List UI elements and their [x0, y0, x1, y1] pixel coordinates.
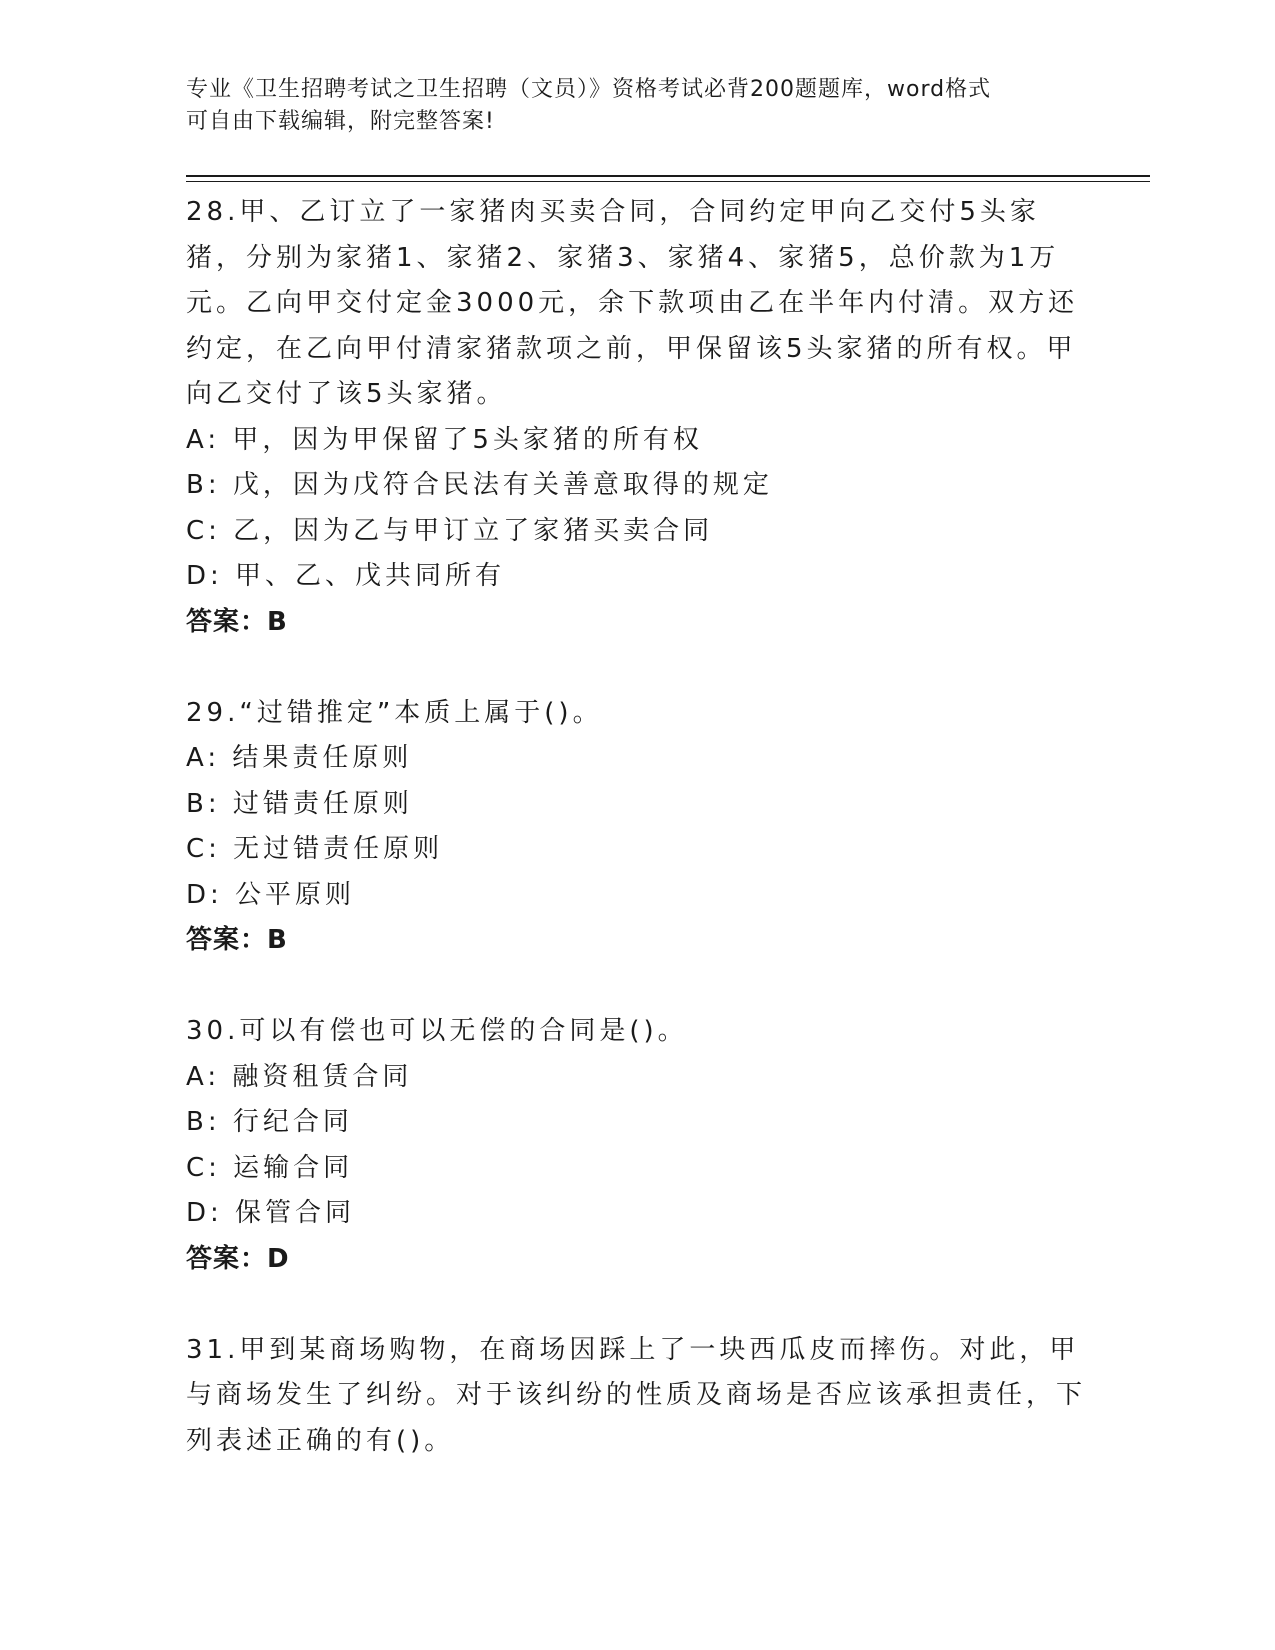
question-stem: 28.甲、乙订立了一家猪肉买卖合同，合同约定甲向乙交付5头家猪，分别为家猪1、家猪2、家猪3、家猪4、家猪5，总价款为1万元。乙向甲交付定金3000元，余下款项由乙在半年内付清。双方还约定，在乙向甲付清家猪款项之前，甲保留该5头家猪的所有权。甲向乙交付了该5头家猪。 — [186, 197, 1079, 409]
option-b: B: 过错责任原则 — [186, 788, 413, 819]
question-stem: 31.甲到某商场购物，在商场因踩上了一块西瓜皮而摔伤。对此，甲与商场发生了纠纷。对于该纠纷的性质及商场是否应该承担责任，下列表述正确的有()。 — [186, 1334, 1087, 1456]
question-spacer — [186, 1282, 1096, 1328]
question-spacer — [186, 964, 1096, 1010]
option-c: C: 乙，因为乙与甲订立了家猪买卖合同 — [186, 515, 714, 546]
answer-label: 答案：B — [186, 925, 288, 955]
question-29 — [186, 691, 1096, 964]
answer-label: 答案：D — [186, 1243, 290, 1274]
header-divider-thick — [186, 175, 1150, 177]
option-b: B: 行纪合同 — [186, 1107, 353, 1137]
option-a: A: 融资租赁合同 — [186, 1061, 413, 1092]
header-line-2: 可自由下载编辑，附完整答案! — [186, 109, 495, 134]
option-c: C: 无过错责任原则 — [186, 834, 444, 864]
question-stem: 29.“过错推定”本质上属于()。 — [186, 697, 603, 728]
question-30 — [186, 1009, 1096, 1282]
question-28 — [186, 190, 1096, 645]
option-a: A: 甲，因为甲保留了5头家猪的所有权 — [186, 424, 703, 455]
option-d: D: 甲、乙、戊共同所有 — [186, 561, 506, 591]
option-d: D: 保管合同 — [186, 1198, 356, 1228]
option-c: C: 运输合同 — [186, 1152, 354, 1183]
question-spacer — [186, 645, 1096, 691]
question-stem: 30.可以有偿也可以无偿的合同是()。 — [186, 1016, 688, 1046]
question-list — [186, 190, 1096, 1464]
question-31 — [186, 1328, 1096, 1465]
document-header — [186, 74, 1086, 138]
option-b: B: 戊，因为戊符合民法有关善意取得的规定 — [186, 470, 773, 500]
header-divider-thin — [186, 181, 1150, 182]
option-a: A: 结果责任原则 — [186, 743, 413, 773]
option-d: D: 公平原则 — [186, 879, 356, 910]
answer-label: 答案：B — [186, 606, 288, 637]
header-line-1: 专业《卫生招聘考试之卫生招聘（文员）》资格考试必背200题题库，word格式 — [186, 77, 992, 102]
